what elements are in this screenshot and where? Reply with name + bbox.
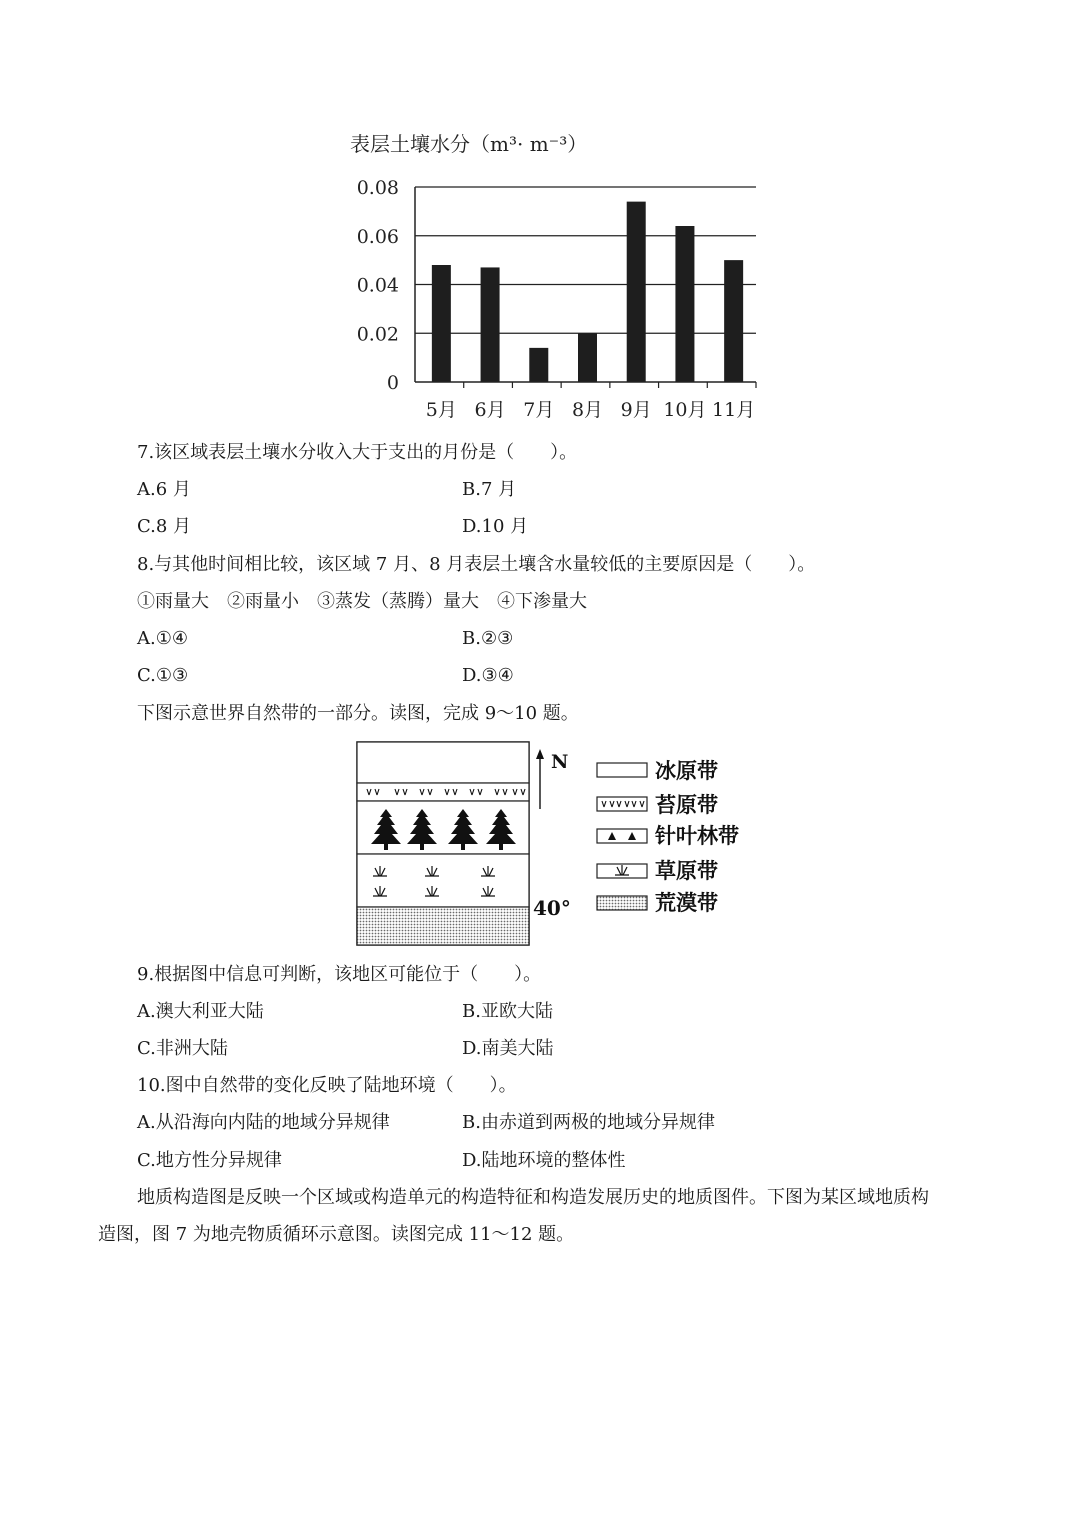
q8-stem: 8.与其他时间相比较，该区域 7 月、8 月表层土壤含水量较低的主要原因是（ ）。 (137, 554, 816, 575)
chart-bar (675, 226, 694, 382)
q10-option-c[interactable]: C.地方性分异规律 (137, 1150, 282, 1171)
chart-y-tick-label: 0.02 (356, 323, 399, 346)
legend-label-coniferous: 针叶林带 (655, 823, 739, 848)
q8-option-c[interactable]: C.①③ (137, 665, 189, 686)
chart-y-tick-label: 0.06 (356, 225, 399, 248)
zone-tundra (357, 783, 529, 801)
legend-swatch-tundra (597, 797, 647, 811)
chart-y-tick-label: 0.04 (356, 274, 399, 297)
legend-label-tundra: 苔原带 (655, 792, 718, 817)
q10-option-d[interactable]: D.陆地环境的整体性 (462, 1150, 626, 1171)
q8-option-a[interactable]: A.①④ (137, 628, 188, 649)
legend-label-grassland: 草原带 (655, 858, 718, 883)
legend-swatch-grassland (597, 864, 647, 878)
chart-x-tick-label: 7月 (523, 399, 555, 421)
chart-bar (627, 202, 646, 382)
q9-option-c[interactable]: C.非洲大陆 (137, 1038, 228, 1059)
q10-option-a[interactable]: A.从沿海向内陆的地域分异规律 (137, 1112, 390, 1133)
q7-option-b[interactable]: B.7 月 (462, 479, 517, 500)
q8-option-b[interactable]: B.②③ (462, 628, 514, 649)
chart-bars (432, 202, 743, 382)
chart-x-tick-label: 10月 (663, 399, 707, 421)
chart-x-ticks (426, 382, 756, 421)
chart-y-tick-label: 0 (386, 372, 399, 394)
q7-option-c[interactable]: C.8 月 (137, 516, 192, 537)
q10-option-b[interactable]: B.由赤道到两极的地域分异规律 (462, 1112, 715, 1133)
chart-x-tick-label: 5月 (425, 399, 457, 421)
chart-x-tick-label: 9月 (620, 399, 652, 421)
zone-grassland (357, 854, 529, 907)
chart-bar (432, 265, 451, 382)
intro-11-12-line2: 造图，图 7 为地壳物质循环示意图。读图完成 11～12 题。 (98, 1224, 575, 1245)
q8-items: ①雨量大 ②雨量小 ③蒸发（蒸腾）量大 ④下渗量大 (137, 591, 587, 612)
q7-stem: 7.该区域表层土壤水分收入大于支出的月份是（ ）。 (137, 442, 578, 463)
legend-swatch-ice (597, 763, 647, 777)
north-arrow-icon (536, 749, 544, 809)
legend-swatch-coniferous (597, 829, 647, 843)
q8-option-d[interactable]: D.③④ (462, 665, 514, 686)
latitude-label: 40° (533, 896, 571, 920)
q7-option-d[interactable]: D.10 月 (462, 516, 529, 537)
zone-desert (357, 907, 529, 945)
chart-bar (578, 333, 597, 382)
natural-zones-diagram (350, 737, 770, 952)
chart-gridlines (415, 187, 756, 333)
chart-bar (529, 348, 548, 382)
chart-title: 表层土壤水分（m³· m⁻³） (350, 132, 588, 156)
q9-option-b[interactable]: B.亚欧大陆 (462, 1001, 553, 1022)
q9-option-d[interactable]: D.南美大陆 (462, 1038, 554, 1059)
legend-label-ice: 冰原带 (655, 758, 718, 783)
chart-x-tick-label: 8月 (571, 399, 604, 421)
zone-ice (357, 742, 529, 783)
chart-y-ticks (357, 177, 399, 394)
chart-bar (481, 267, 500, 382)
q9-stem: 9.根据图中信息可判断，该地区可能位于（ ）。 (137, 964, 542, 985)
legend-label-desert: 荒漠带 (655, 890, 718, 915)
legend (597, 758, 739, 915)
q10-stem: 10.图中自然带的变化反映了陆地环境（ ）。 (137, 1075, 517, 1096)
intro-9-10: 下图示意世界自然带的一部分。读图，完成 9～10 题。 (137, 703, 579, 724)
chart-x-tick-label: 6月 (474, 399, 506, 421)
north-label: N (551, 751, 569, 773)
soil-moisture-chart (340, 125, 780, 425)
q9-option-a[interactable]: A.澳大利亚大陆 (137, 1001, 264, 1022)
chart-y-tick-label: 0.08 (356, 177, 399, 199)
chart-bar (724, 260, 743, 382)
chart-x-tick-label: 11月 (712, 399, 756, 421)
zone-coniferous (357, 801, 529, 854)
intro-11-12-line1: 地质构造图是反映一个区域或构造单元的构造特征和构造发展历史的地质图件。下图为某区域地质构 (137, 1187, 929, 1208)
legend-swatch-desert (597, 896, 647, 910)
q7-option-a[interactable]: A.6 月 (137, 479, 191, 500)
